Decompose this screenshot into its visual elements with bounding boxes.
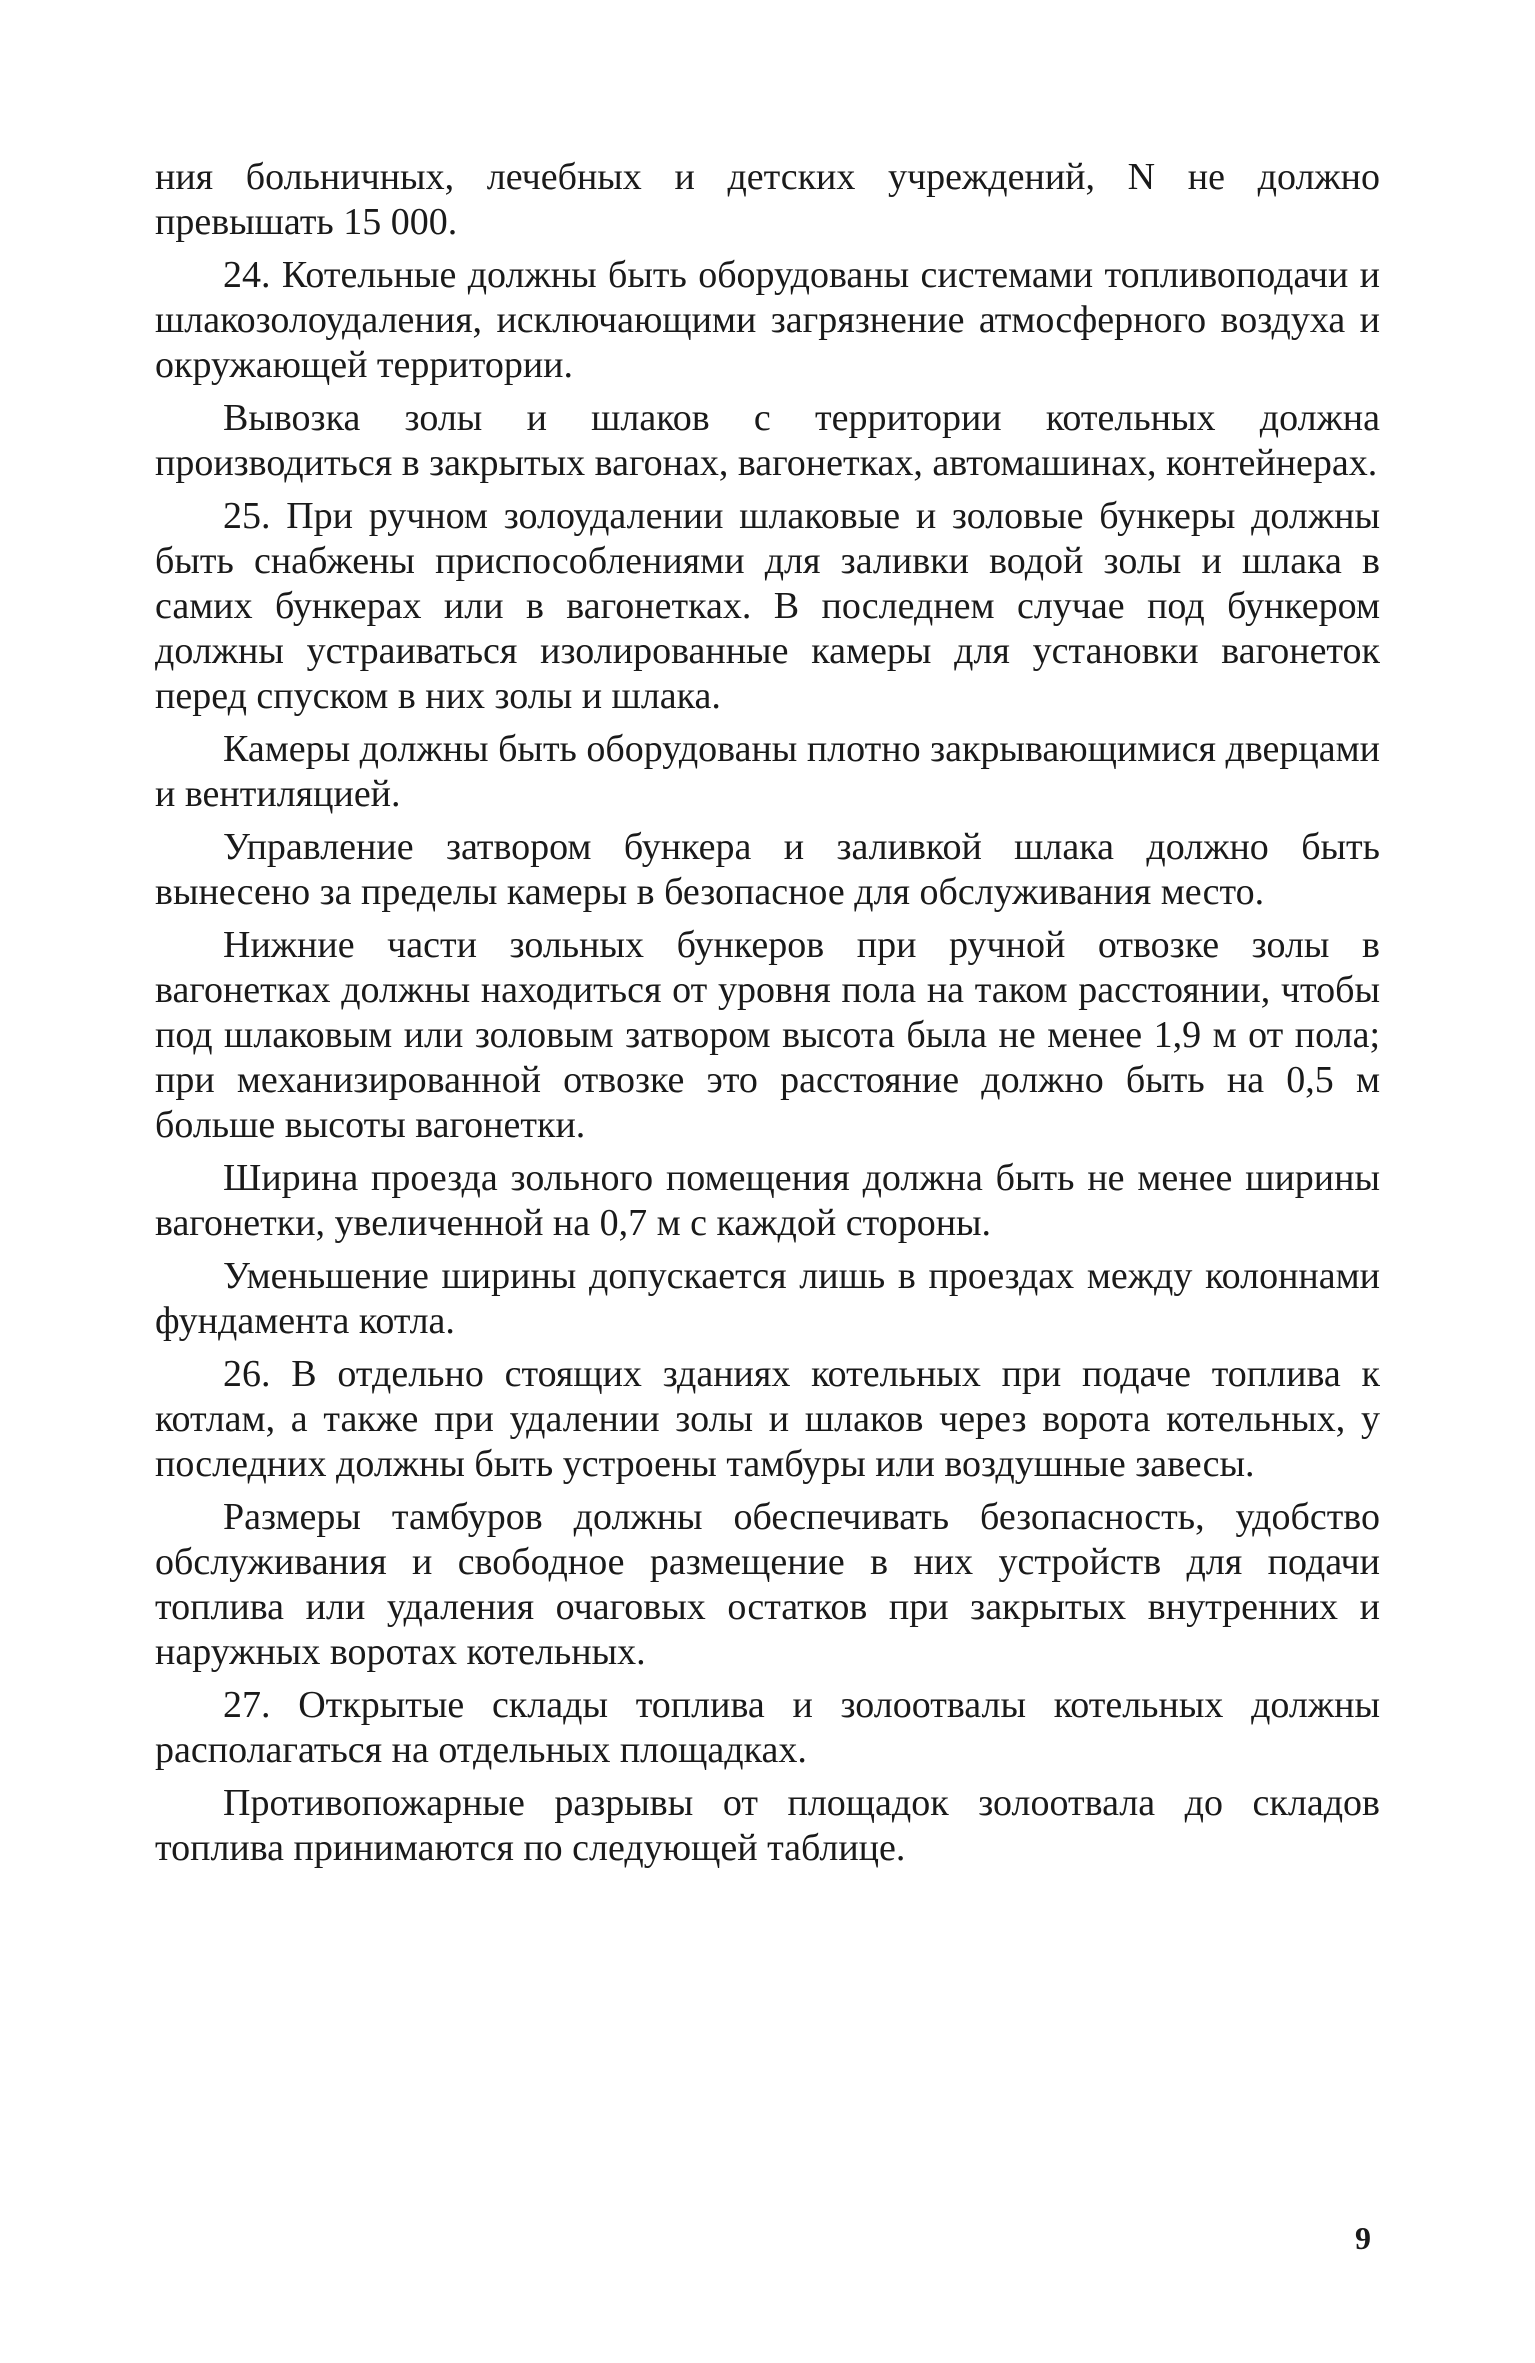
paragraph-ash-removal: Вывозка золы и шлаков с территории котельных должна производиться в закрытых вагонах, вагонетках, автомашинах, контейнерах. bbox=[155, 397, 1380, 484]
paragraph-gate-control: Управление затвором бункера и заливкой шлака должно быть вынесено за пределы камеры в безопасное для обслуживания место. bbox=[155, 826, 1380, 913]
paragraph-item-24: 24. Котельные должны быть оборудованы системами топливоподачи и шлакозолоудаления, исключающими загрязнение атмосферного воздуха и окружающей территории. bbox=[155, 254, 1380, 386]
paragraph-bunker-height: Нижние части зольных бункеров при ручной отвозке золы в вагонетках должны находиться от уровня пола на таком расстоянии, чтобы под шлаковым или золовым затвором высота была не менее 1,9 м от пола; при механизированной отвозке это расстояние должно быть на 0,5 м больше высоты вагонетки. bbox=[155, 924, 1380, 1146]
paragraph-vestibule-size: Размеры тамбуров должны обеспечивать безопасность, удобство обслуживания и свободное размещение в них устройств для подачи топлива или удаления очаговых остатков при закрытых внутренних и наружных воротах котельных. bbox=[155, 1496, 1380, 1673]
page-number: 9 bbox=[1355, 2220, 1371, 2256]
paragraph-item-25: 25. При ручном золоудалении шлаковые и золовые бункеры должны быть снабжены приспособлениями для заливки водой золы и шлака в самих бункерах или в вагонетках. В последнем случае под бункером должны устраиваться изолированные камеры для установки вагонеток перед спуском в них золы и шлака. bbox=[155, 495, 1380, 717]
paragraph-item-27: 27. Открытые склады топлива и золоотвалы котельных должны располагаться на отдельных площадках. bbox=[155, 1684, 1380, 1771]
paragraph-item-26: 26. В отдельно стоящих зданиях котельных при подаче топлива к котлам, а также при удалении золы и шлаков через ворота котельных, у последних должны быть устроены тамбуры или воздушные завесы. bbox=[155, 1353, 1380, 1485]
paragraph-continuation: ния больничных, лечебных и детских учреждений, N не должно превышать 15 000. bbox=[155, 156, 1380, 243]
paragraph-width-reduction: Уменьшение ширины допускается лишь в проездах между колоннами фундамента котла. bbox=[155, 1255, 1380, 1342]
paragraph-fire-breaks: Противопожарные разрывы от площадок золоотвала до складов топлива принимаются по следующей таблице. bbox=[155, 1782, 1380, 1869]
paragraph-chambers: Камеры должны быть оборудованы плотно закрывающимися дверцами и вентиляцией. bbox=[155, 728, 1380, 815]
paragraph-passage-width: Ширина проезда зольного помещения должна быть не менее ширины вагонетки, увеличенной на 0,7 м с каждой стороны. bbox=[155, 1157, 1380, 1244]
page-body bbox=[155, 155, 1380, 1879]
